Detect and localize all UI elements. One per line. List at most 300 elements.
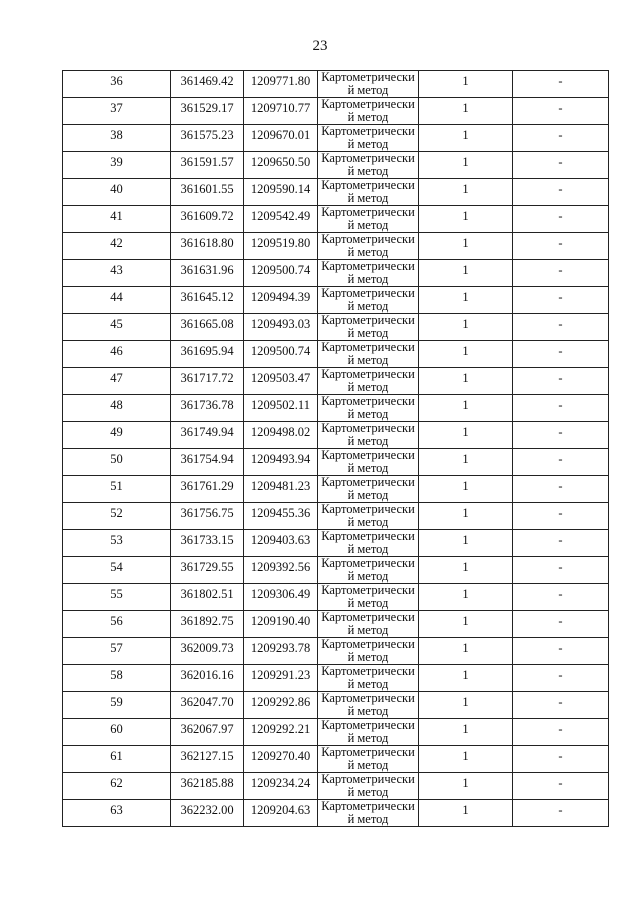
x-coordinate-cell xyxy=(171,152,244,179)
count-cell xyxy=(419,206,513,233)
note-cell-text: - xyxy=(558,749,563,763)
method-cell-text: Картометрический метод xyxy=(321,611,415,637)
method-cell xyxy=(318,557,419,584)
method-cell xyxy=(318,692,419,719)
y-coordinate-cell xyxy=(244,395,318,422)
method-cell xyxy=(318,638,419,665)
point-number-cell xyxy=(63,368,171,395)
table-row xyxy=(63,584,609,611)
y-coordinate-cell-text: 1209494.39 xyxy=(250,290,311,304)
y-coordinate-cell xyxy=(244,422,318,449)
note-cell-text: - xyxy=(558,209,563,223)
y-coordinate-cell-text: 1209650.50 xyxy=(250,155,311,169)
count-cell-text: 1 xyxy=(462,803,469,817)
note-cell-text: - xyxy=(558,236,563,250)
x-coordinate-cell xyxy=(171,449,244,476)
x-coordinate-cell-text: 361761.29 xyxy=(180,479,234,493)
note-cell xyxy=(513,746,609,773)
method-cell-text: Картометрический метод xyxy=(321,125,415,151)
method-cell xyxy=(318,611,419,638)
y-coordinate-cell xyxy=(244,287,318,314)
x-coordinate-cell-text: 361469.42 xyxy=(180,74,234,88)
x-coordinate-cell xyxy=(171,584,244,611)
note-cell xyxy=(513,800,609,827)
point-number-cell xyxy=(63,557,171,584)
x-coordinate-cell-text: 361529.17 xyxy=(180,101,234,115)
point-number-cell xyxy=(63,692,171,719)
table-row xyxy=(63,611,609,638)
page-number: 23 xyxy=(312,38,328,54)
table-row xyxy=(63,314,609,341)
x-coordinate-cell-text: 361618.80 xyxy=(180,236,234,250)
point-number-cell xyxy=(63,422,171,449)
table-row xyxy=(63,422,609,449)
count-cell-text: 1 xyxy=(462,74,469,88)
table-row xyxy=(63,395,609,422)
method-cell-text: Картометрический метод xyxy=(321,422,415,448)
y-coordinate-cell xyxy=(244,260,318,287)
table-row xyxy=(63,665,609,692)
y-coordinate-cell-text: 1209542.49 xyxy=(250,209,311,223)
count-cell-text: 1 xyxy=(462,290,469,304)
y-coordinate-cell xyxy=(244,449,318,476)
table-row xyxy=(63,206,609,233)
count-cell-text: 1 xyxy=(462,560,469,574)
count-cell-text: 1 xyxy=(462,182,469,196)
y-coordinate-cell-text: 1209292.21 xyxy=(250,722,311,736)
y-coordinate-cell-text: 1209392.56 xyxy=(250,560,311,574)
point-number-cell-text: 52 xyxy=(110,506,123,520)
y-coordinate-cell-text: 1209502.11 xyxy=(251,398,310,412)
count-cell-text: 1 xyxy=(462,371,469,385)
table-row xyxy=(63,746,609,773)
y-coordinate-cell-text: 1209190.40 xyxy=(250,614,311,628)
x-coordinate-cell xyxy=(171,719,244,746)
point-number-cell xyxy=(63,746,171,773)
count-cell xyxy=(419,314,513,341)
count-cell xyxy=(419,773,513,800)
x-coordinate-cell xyxy=(171,746,244,773)
note-cell-text: - xyxy=(558,695,563,709)
y-coordinate-cell xyxy=(244,71,318,98)
method-cell-text: Картометрический метод xyxy=(321,773,415,799)
x-coordinate-cell-text: 361665.08 xyxy=(180,317,234,331)
method-cell xyxy=(318,287,419,314)
x-coordinate-cell xyxy=(171,233,244,260)
x-coordinate-cell xyxy=(171,368,244,395)
point-number-cell xyxy=(63,314,171,341)
x-coordinate-cell xyxy=(171,503,244,530)
count-cell-text: 1 xyxy=(462,695,469,709)
count-cell xyxy=(419,98,513,125)
method-cell-text: Картометрический метод xyxy=(321,206,415,232)
method-cell-text: Картометрический метод xyxy=(321,557,415,583)
note-cell xyxy=(513,341,609,368)
point-number-cell-text: 58 xyxy=(110,668,123,682)
note-cell-text: - xyxy=(558,290,563,304)
method-cell xyxy=(318,746,419,773)
method-cell-text: Картометрический метод xyxy=(321,368,415,394)
x-coordinate-cell xyxy=(171,692,244,719)
x-coordinate-cell xyxy=(171,287,244,314)
note-cell-text: - xyxy=(558,560,563,574)
note-cell xyxy=(513,449,609,476)
point-number-cell xyxy=(63,449,171,476)
note-cell-text: - xyxy=(558,182,563,196)
note-cell-text: - xyxy=(558,641,563,655)
x-coordinate-cell xyxy=(171,206,244,233)
point-number-cell xyxy=(63,206,171,233)
point-number-cell-text: 44 xyxy=(110,290,123,304)
note-cell xyxy=(513,287,609,314)
point-number-cell-text: 59 xyxy=(110,695,123,709)
point-number-cell xyxy=(63,503,171,530)
table-row xyxy=(63,71,609,98)
count-cell xyxy=(419,287,513,314)
note-cell xyxy=(513,584,609,611)
count-cell-text: 1 xyxy=(462,128,469,142)
x-coordinate-cell-text: 361575.23 xyxy=(180,128,234,142)
y-coordinate-cell-text: 1209771.80 xyxy=(250,74,311,88)
x-coordinate-cell-text: 361601.55 xyxy=(180,182,234,196)
point-number-cell-text: 48 xyxy=(110,398,123,412)
table-row xyxy=(63,476,609,503)
method-cell xyxy=(318,341,419,368)
y-coordinate-cell xyxy=(244,773,318,800)
note-cell xyxy=(513,719,609,746)
count-cell-text: 1 xyxy=(462,317,469,331)
x-coordinate-cell-text: 361736.78 xyxy=(180,398,234,412)
y-coordinate-cell xyxy=(244,179,318,206)
point-number-cell-text: 36 xyxy=(110,74,123,88)
point-number-cell xyxy=(63,152,171,179)
point-number-cell-text: 54 xyxy=(110,560,123,574)
count-cell-text: 1 xyxy=(462,776,469,790)
method-cell xyxy=(318,233,419,260)
point-number-cell-text: 40 xyxy=(110,182,123,196)
point-number-cell-text: 62 xyxy=(110,776,123,790)
y-coordinate-cell xyxy=(244,557,318,584)
count-cell xyxy=(419,800,513,827)
note-cell-text: - xyxy=(558,722,563,736)
x-coordinate-cell-text: 362185.88 xyxy=(180,776,234,790)
method-cell xyxy=(318,584,419,611)
point-number-cell xyxy=(63,476,171,503)
point-number-cell xyxy=(63,800,171,827)
point-number-cell-text: 46 xyxy=(110,344,123,358)
note-cell xyxy=(513,260,609,287)
count-cell xyxy=(419,665,513,692)
method-cell-text: Картометрический метод xyxy=(321,746,415,772)
note-cell-text: - xyxy=(558,533,563,547)
method-cell xyxy=(318,125,419,152)
method-cell xyxy=(318,260,419,287)
note-cell xyxy=(513,422,609,449)
note-cell xyxy=(513,98,609,125)
y-coordinate-cell-text: 1209498.02 xyxy=(250,425,311,439)
y-coordinate-cell xyxy=(244,341,318,368)
note-cell-text: - xyxy=(558,155,563,169)
table-row xyxy=(63,368,609,395)
method-cell xyxy=(318,314,419,341)
method-cell-text: Картометрический метод xyxy=(321,449,415,475)
y-coordinate-cell-text: 1209292.86 xyxy=(250,695,311,709)
method-cell-text: Картометрический метод xyxy=(321,692,415,718)
y-coordinate-cell xyxy=(244,584,318,611)
y-coordinate-cell xyxy=(244,98,318,125)
note-cell xyxy=(513,503,609,530)
y-coordinate-cell-text: 1209500.74 xyxy=(250,344,311,358)
method-cell xyxy=(318,206,419,233)
x-coordinate-cell xyxy=(171,125,244,152)
y-coordinate-cell xyxy=(244,800,318,827)
table-row xyxy=(63,98,609,125)
note-cell xyxy=(513,71,609,98)
point-number-cell-text: 39 xyxy=(110,155,123,169)
y-coordinate-cell xyxy=(244,638,318,665)
y-coordinate-cell-text: 1209519.80 xyxy=(250,236,311,250)
count-cell xyxy=(419,260,513,287)
y-coordinate-cell-text: 1209493.03 xyxy=(250,317,311,331)
x-coordinate-cell xyxy=(171,422,244,449)
note-cell xyxy=(513,638,609,665)
point-number-cell-text: 50 xyxy=(110,452,123,466)
y-coordinate-cell xyxy=(244,206,318,233)
point-number-cell xyxy=(63,98,171,125)
count-cell-text: 1 xyxy=(462,344,469,358)
point-number-cell xyxy=(63,260,171,287)
table-row xyxy=(63,773,609,800)
x-coordinate-cell xyxy=(171,476,244,503)
count-cell-text: 1 xyxy=(462,101,469,115)
table-row xyxy=(63,503,609,530)
note-cell xyxy=(513,476,609,503)
count-cell xyxy=(419,692,513,719)
count-cell-text: 1 xyxy=(462,398,469,412)
x-coordinate-cell-text: 361733.15 xyxy=(180,533,234,547)
method-cell xyxy=(318,422,419,449)
note-cell-text: - xyxy=(558,317,563,331)
x-coordinate-cell xyxy=(171,800,244,827)
table-row xyxy=(63,260,609,287)
point-number-cell xyxy=(63,773,171,800)
x-coordinate-cell xyxy=(171,179,244,206)
point-number-cell-text: 37 xyxy=(110,101,123,115)
x-coordinate-cell-text: 361756.75 xyxy=(180,506,234,520)
point-number-cell xyxy=(63,287,171,314)
x-coordinate-cell-text: 362047.70 xyxy=(180,695,234,709)
y-coordinate-cell xyxy=(244,314,318,341)
point-number-cell xyxy=(63,638,171,665)
count-cell-text: 1 xyxy=(462,533,469,547)
x-coordinate-cell xyxy=(171,71,244,98)
y-coordinate-cell xyxy=(244,530,318,557)
count-cell xyxy=(419,476,513,503)
table-row xyxy=(63,179,609,206)
method-cell-text: Картометрический метод xyxy=(321,98,415,124)
point-number-cell-text: 57 xyxy=(110,641,123,655)
x-coordinate-cell xyxy=(171,98,244,125)
count-cell xyxy=(419,557,513,584)
y-coordinate-cell-text: 1209481.23 xyxy=(250,479,311,493)
y-coordinate-cell-text: 1209670.01 xyxy=(250,128,311,142)
x-coordinate-cell xyxy=(171,773,244,800)
count-cell xyxy=(419,179,513,206)
x-coordinate-cell-text: 362009.73 xyxy=(180,641,234,655)
note-cell xyxy=(513,125,609,152)
y-coordinate-cell-text: 1209503.47 xyxy=(250,371,311,385)
method-cell xyxy=(318,773,419,800)
method-cell-text: Картометрический метод xyxy=(321,638,415,664)
point-number-cell-text: 49 xyxy=(110,425,123,439)
point-number-cell xyxy=(63,179,171,206)
count-cell xyxy=(419,638,513,665)
count-cell xyxy=(419,422,513,449)
note-cell-text: - xyxy=(558,776,563,790)
method-cell xyxy=(318,449,419,476)
y-coordinate-cell xyxy=(244,125,318,152)
y-coordinate-cell xyxy=(244,476,318,503)
count-cell xyxy=(419,611,513,638)
method-cell-text: Картометрический метод xyxy=(321,152,415,178)
count-cell xyxy=(419,368,513,395)
note-cell xyxy=(513,233,609,260)
count-cell-text: 1 xyxy=(462,209,469,223)
point-number-cell xyxy=(63,719,171,746)
note-cell-text: - xyxy=(558,128,563,142)
x-coordinate-cell-text: 361645.12 xyxy=(180,290,234,304)
point-number-cell-text: 53 xyxy=(110,533,123,547)
x-coordinate-cell-text: 361802.51 xyxy=(180,587,234,601)
method-cell xyxy=(318,719,419,746)
count-cell-text: 1 xyxy=(462,668,469,682)
x-coordinate-cell-text: 362016.16 xyxy=(180,668,234,682)
y-coordinate-cell-text: 1209293.78 xyxy=(250,641,311,655)
count-cell xyxy=(419,125,513,152)
count-cell xyxy=(419,746,513,773)
point-number-cell xyxy=(63,233,171,260)
method-cell-text: Картометрический метод xyxy=(321,584,415,610)
y-coordinate-cell xyxy=(244,665,318,692)
x-coordinate-cell xyxy=(171,611,244,638)
point-number-cell xyxy=(63,611,171,638)
note-cell-text: - xyxy=(558,803,563,817)
note-cell-text: - xyxy=(558,587,563,601)
y-coordinate-cell xyxy=(244,233,318,260)
method-cell xyxy=(318,530,419,557)
note-cell xyxy=(513,179,609,206)
point-number-cell-text: 38 xyxy=(110,128,123,142)
note-cell-text: - xyxy=(558,398,563,412)
point-number-cell-text: 45 xyxy=(110,317,123,331)
count-cell-text: 1 xyxy=(462,722,469,736)
method-cell xyxy=(318,395,419,422)
note-cell-text: - xyxy=(558,506,563,520)
note-cell-text: - xyxy=(558,479,563,493)
method-cell-text: Картометрический метод xyxy=(321,800,415,826)
y-coordinate-cell xyxy=(244,368,318,395)
y-coordinate-cell-text: 1209403.63 xyxy=(250,533,311,547)
x-coordinate-cell-text: 361754.94 xyxy=(180,452,234,466)
x-coordinate-cell-text: 361749.94 xyxy=(180,425,234,439)
count-cell xyxy=(419,530,513,557)
coordinates-table-body xyxy=(63,71,609,827)
note-cell xyxy=(513,152,609,179)
x-coordinate-cell xyxy=(171,638,244,665)
table-row xyxy=(63,800,609,827)
x-coordinate-cell-text: 361591.57 xyxy=(180,155,234,169)
table-row xyxy=(63,638,609,665)
x-coordinate-cell-text: 361892.75 xyxy=(180,614,234,628)
point-number-cell-text: 41 xyxy=(110,209,123,223)
x-coordinate-cell-text: 362232.00 xyxy=(180,803,234,817)
method-cell-text: Картометрический метод xyxy=(321,314,415,340)
method-cell-text: Картометрический метод xyxy=(321,476,415,502)
count-cell xyxy=(419,449,513,476)
count-cell-text: 1 xyxy=(462,452,469,466)
method-cell-text: Картометрический метод xyxy=(321,233,415,259)
y-coordinate-cell xyxy=(244,692,318,719)
y-coordinate-cell-text: 1209493.94 xyxy=(250,452,311,466)
y-coordinate-cell xyxy=(244,746,318,773)
count-cell-text: 1 xyxy=(462,587,469,601)
x-coordinate-cell-text: 361609.72 xyxy=(180,209,234,223)
method-cell xyxy=(318,152,419,179)
method-cell xyxy=(318,503,419,530)
table-row xyxy=(63,557,609,584)
table-row xyxy=(63,125,609,152)
point-number-cell xyxy=(63,71,171,98)
note-cell-text: - xyxy=(558,425,563,439)
table-row xyxy=(63,152,609,179)
method-cell-text: Картометрический метод xyxy=(321,260,415,286)
note-cell-text: - xyxy=(558,263,563,277)
point-number-cell xyxy=(63,584,171,611)
note-cell xyxy=(513,395,609,422)
method-cell-text: Картометрический метод xyxy=(321,341,415,367)
method-cell-text: Картометрический метод xyxy=(321,503,415,529)
count-cell xyxy=(419,71,513,98)
point-number-cell-text: 42 xyxy=(110,236,123,250)
x-coordinate-cell-text: 362067.97 xyxy=(180,722,234,736)
method-cell-text: Картометрический метод xyxy=(321,395,415,421)
point-number-cell-text: 60 xyxy=(110,722,123,736)
note-cell-text: - xyxy=(558,344,563,358)
count-cell-text: 1 xyxy=(462,236,469,250)
note-cell xyxy=(513,557,609,584)
y-coordinate-cell-text: 1209306.49 xyxy=(250,587,311,601)
x-coordinate-cell-text: 361631.96 xyxy=(180,263,234,277)
x-coordinate-cell xyxy=(171,530,244,557)
point-number-cell xyxy=(63,341,171,368)
method-cell xyxy=(318,665,419,692)
method-cell xyxy=(318,476,419,503)
y-coordinate-cell-text: 1209204.63 xyxy=(250,803,311,817)
count-cell-text: 1 xyxy=(462,506,469,520)
count-cell-text: 1 xyxy=(462,614,469,628)
count-cell xyxy=(419,503,513,530)
point-number-cell-text: 61 xyxy=(110,749,123,763)
x-coordinate-cell xyxy=(171,557,244,584)
point-number-cell-text: 51 xyxy=(110,479,123,493)
method-cell xyxy=(318,98,419,125)
table-row xyxy=(63,530,609,557)
method-cell-text: Картометрический метод xyxy=(321,287,415,313)
y-coordinate-cell-text: 1209455.36 xyxy=(250,506,311,520)
count-cell xyxy=(419,395,513,422)
point-number-cell xyxy=(63,395,171,422)
x-coordinate-cell xyxy=(171,341,244,368)
